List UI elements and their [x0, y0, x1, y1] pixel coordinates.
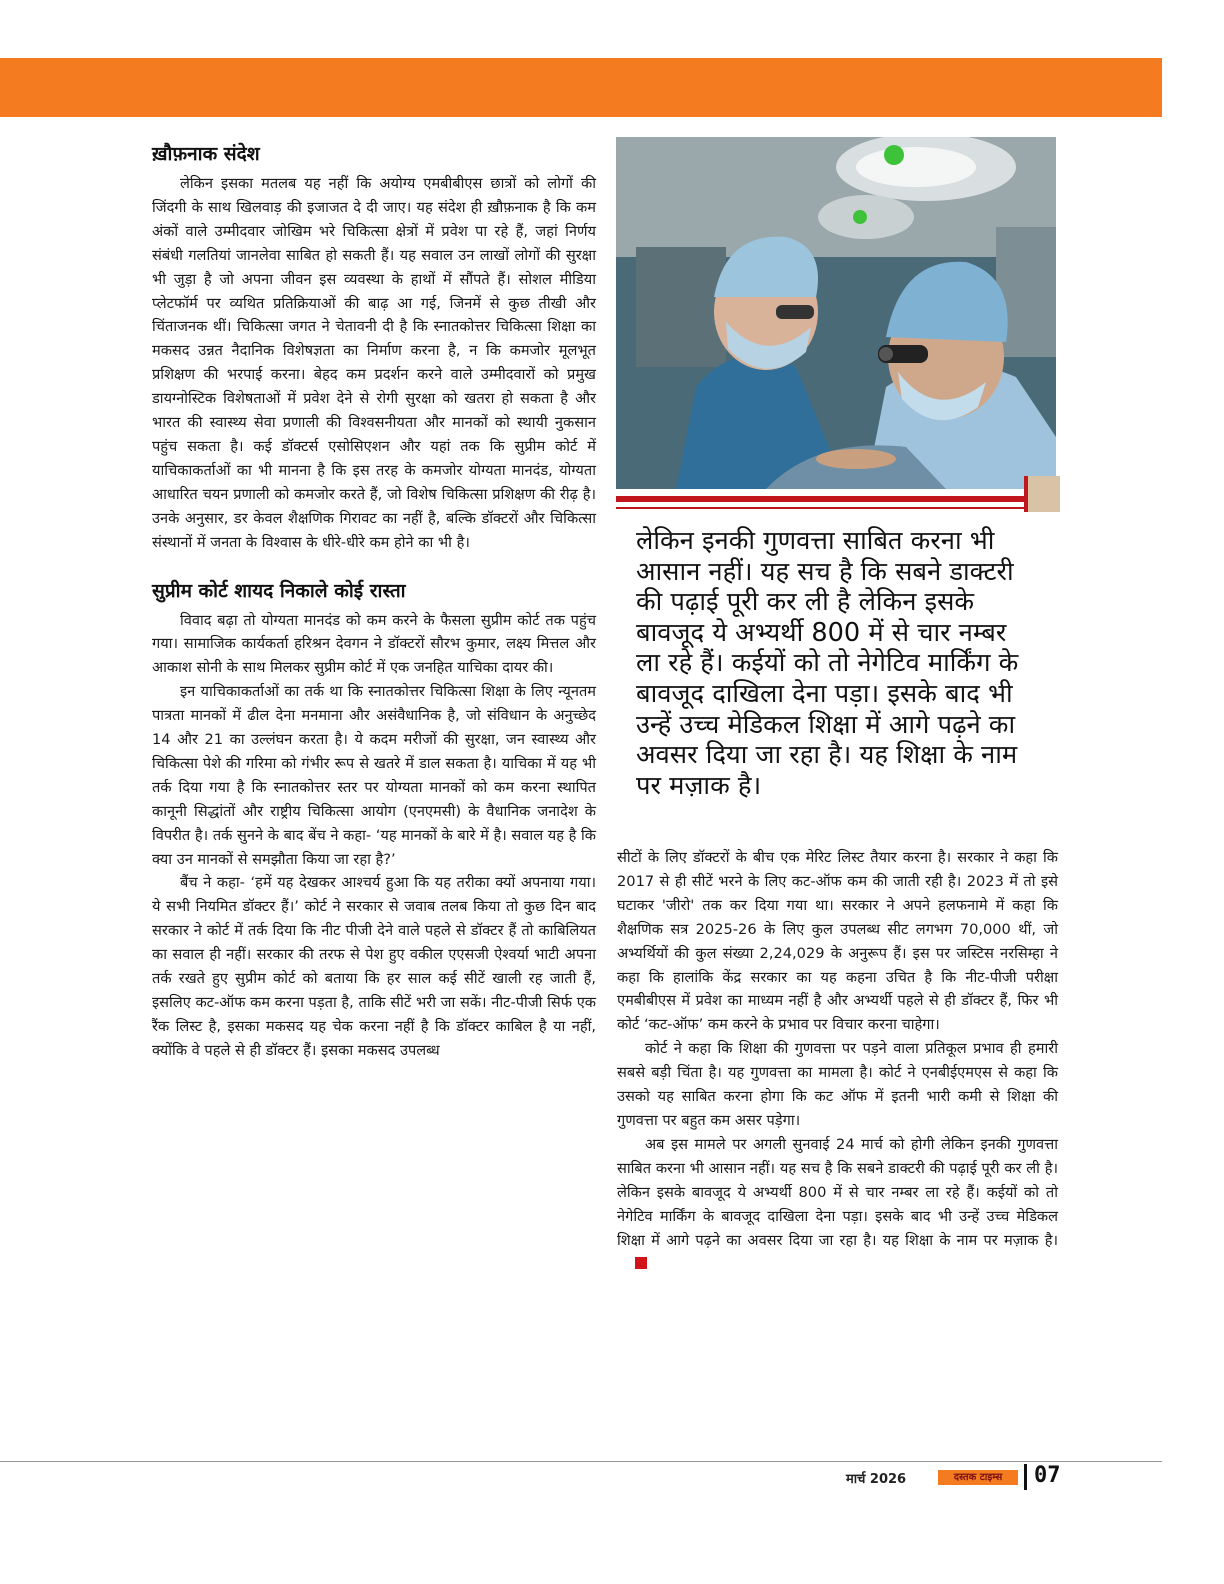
surgeons-illustration — [616, 137, 1056, 489]
footer-divider — [1024, 1464, 1027, 1490]
pull-quote: लेकिन इनकी गुणवत्ता साबित करना भी आसान नहीं। यह सच है कि सबने डाक्टरी की पढ़ाई पूरी कर ली है लेकिन इसके बावजूद ये अभ्यर्थी 800 में से चार नम्बर ला रहे हैं। कईयों को तो नेगेटिव मार्किंग के बावजूद दाखिला देना पड़ा। इसके बाद भी उन्हें उच्च मेडिकल शिक्षा में आगे पढ़ने का अवसर दिया जा रहा है। यह शिक्षा के नाम पर मज़ाक है। — [636, 526, 1019, 801]
end-mark-icon — [635, 1257, 647, 1269]
footer-date: मार्च 2026 — [846, 1472, 907, 1487]
section-heading-supreme-court: सुप्रीम कोर्ट शायद निकाले कोई रास्ता — [152, 579, 406, 602]
paragraph: कोर्ट ने कहा कि शिक्षा की गुणवत्ता पर पड़ने वाला प्रतिकूल प्रभाव ही हमारी सबसे बड़ी चिंता है। यह गुणवत्ता का मामला है। कोर्ट ने एनबीईएमएस से कहा कि उसको यह साबित करना होगा कि कट ऑफ में इतनी भारी कमी से शिक्षा की गुणवत्ता पर बहुत कम असर पड़ेगा। — [617, 1040, 1058, 1129]
magazine-logo: दस्तक टाइम्स — [938, 1470, 1018, 1485]
photo-accent-rule — [616, 496, 1030, 502]
photo-accent-thin-rule — [616, 507, 1030, 509]
page-number: 07 — [1034, 1463, 1061, 1488]
paragraph-text: अब इस मामले पर अगली सुनवाई 24 मार्च को होगी लेकिन इनकी गुणवत्ता साबित करना भी आसान नहीं। यह सच है कि सबने डाक्टरी की पढ़ाई पूरी कर ली है। लेकिन इसके बावजूद ये अभ्यर्थी 800 में से चार नम्बर ला रहे हैं। कईयों को तो नेगेटिव मार्किंग के बावजूद दाखिला देना पड़ा। इसके बाद भी उन्हें उच्च मेडिकल शिक्षा में आगे पढ़ने का अवसर दिया जा रहा है। यह शिक्षा के नाम पर मज़ाक है। — [617, 1135, 1058, 1249]
footer-rule — [0, 1461, 1162, 1462]
paragraph: विवाद बढ़ा तो योग्यता मानदंड को कम करने के फैसला सुप्रीम कोर्ट तक पहुंच गया। सामाजिक कार्यकर्ता हरिश्रन देवगन ने डॉक्टरों सौरभ कुमार, लक्ष्य मित्तल और आकाश सोनी के साथ मिलकर सुप्रीम कोर्ट में एक जनहित याचिका दायर की। — [152, 611, 596, 677]
right-column — [617, 846, 1058, 1276]
paragraph-last — [617, 1133, 1058, 1276]
paragraph: इन याचिकाकर्ताओं का तर्क था कि स्नातकोत्तर चिकित्सा शिक्षा के लिए न्यूनतम पात्रता मानकों में ढील देना मनमाना और असंवैधानिक है, जो संविधान के अनुच्छेद 14 और 21 का उल्लंघन करता है। ये कदम मरीजों की सुरक्षा, जन स्वास्थ्य और चिकित्सा पेशे की गरिमा को गंभीर रूप से खतरे में डाल सकता है। याचिका में यह भी तर्क दिया गया है कि स्नातकोत्तर स्तर पर योग्यता मानकों को कम करना स्थापित कानूनी सिद्धांतों और राष्ट्रीय चिकित्सा आयोग (एनएमसी) के वैधानिक जनादेश के विपरीत है। तर्क सुनने के बाद बेंच ने कहा- ‘यह मानकों के बारे में है। सवाल यह है कि क्या उन मानकों से समझौता किया जा रहा है?’ — [152, 683, 596, 868]
photo-corner-block — [1028, 476, 1060, 512]
paragraph: बैंच ने कहा- ‘हमें यह देखकर आश्चर्य हुआ कि यह तरीका क्यों अपनाया गया। ये सभी नियमित डॉक्टर हैं।’ कोर्ट ने सरकार से जवाब तलब किया तो कुछ दिन बाद सरकार ने कोर्ट में तर्क दिया कि नीट पीजी देने वाले पहले से डॉक्टर हैं तो काबिलियत का सवाल ही नहीं। सरकार की तरफ से पेश हुए वकील एएसजी ऐश्वर्या भाटी अपना तर्क रखते हुए सुप्रीम कोर्ट को बताया कि हर साल कई सीटें खाली रह जाती हैं, इसलिए कट-ऑफ कम करना पड़ता है, ताकि सीटें भरी जा सकें। नीट-पीजी सिर्फ एक रैंक लिस्ट है, इसका मकसद यह चेक करना नहीं है कि डॉक्टर काबिल है या नहीं, क्योंकि वे पहले से ही डॉक्टर हैं। इसका मकसद उपलब्ध — [152, 874, 596, 1059]
paragraph: सीटों के लिए डॉक्टरों के बीच एक मेरिट लिस्ट तैयार करना है। सरकार ने कहा कि 2017 से ही सीटें भरने के लिए कट-ऑफ कम की जाती रही है। 2023 में तो इसे घटाकर 'जीरो' तक कर दिया गया था। सरकार ने अपने हलफनामे में कहा कि शैक्षणिक सत्र 2025-26 के लिए कुल उपलब्ध सीट लगभग 70,000 थीं, जो अभ्यर्थियों की कुल संख्या 2,24,029 के अनुरूप हैं। इस पर जस्टिस नरसिम्हा ने कहा कि हालांकि केंद्र सरकार का यह कहना उचित है कि नीट-पीजी परीक्षा एमबीबीएस में प्रवेश का माध्यम नहीं है और अभ्यर्थी पहले से ही डॉक्टर हैं, फिर भी कोर्ट ‘कट-ऑफ’ कम करने के प्रभाव पर विचार करना चाहेगा। — [617, 849, 1058, 1034]
top-banner — [0, 58, 1162, 117]
surgeons-photo — [616, 137, 1056, 489]
paragraph: लेकिन इसका मतलब यह नहीं कि अयोग्य एमबीबीएस छात्रों को लोगों की जिंदगी के साथ खिलवाड़ की इजाजत दे दी जाए। यह संदेश ही ख़ौफ़नाक है कि कम अंकों वाले उम्मीदवार जोखिम भरे चिकित्सा क्षेत्रों में प्रवेश पा रहे हैं, जहां निर्णय संबंधी गलतियां जानलेवा साबित हो सकती हैं। यह सवाल उन लाखों लोगों की सुरक्षा भी जुड़ा है जो अपना जीवन इस व्यवस्था के हाथों में सौंपते हैं। सोशल मीडिया प्लेटफॉर्म पर व्यथित प्रतिक्रियाओं की बाढ़ आ गई, जिनमें से कुछ तीखी और चिंताजनक थीं। चिकित्सा जगत ने चेतावनी दी है कि स्नातकोत्तर चिकित्सा शिक्षा का मकसद उन्नत नैदानिक विशेषज्ञता का निर्माण करना है, न कि कमजोर मूलभूत प्रशिक्षण की भरपाई करना। बेहद कम प्रदर्शन करने वाले उम्मीदवारों को प्रमुख डायग्नोस्टिक विशेषताओं में प्रवेश देने से रोगी सुरक्षा को खतरा हो सकता है और भारत की स्वास्थ्य सेवा प्रणाली की विश्वसनीयता और मानकों को स्थायी नुकसान पहुंच सकता है। कई डॉक्टर्स एसोसिएशन और यहां तक कि सुप्रीम कोर्ट में याचिकाकर्ताओं का भी मानना है कि इस तरह के कमजोर योग्यता मानदंड, योग्यता आधारित चयन प्रणाली को कमजोर करते हैं, जो विशेष चिकित्सा प्रशिक्षण की रीढ़ है। उनके अनुसार, डर केवल शैक्षणिक गिरावट का नहीं है, बल्कि डॉक्टरों और चिकित्सा संस्थानों में जनता के विश्वास के धीरे-धीरे कम होने का भी है। — [152, 175, 596, 551]
left-column — [152, 140, 596, 1063]
section-heading-scary-message: ख़ौफ़नाक संदेश — [152, 143, 260, 165]
